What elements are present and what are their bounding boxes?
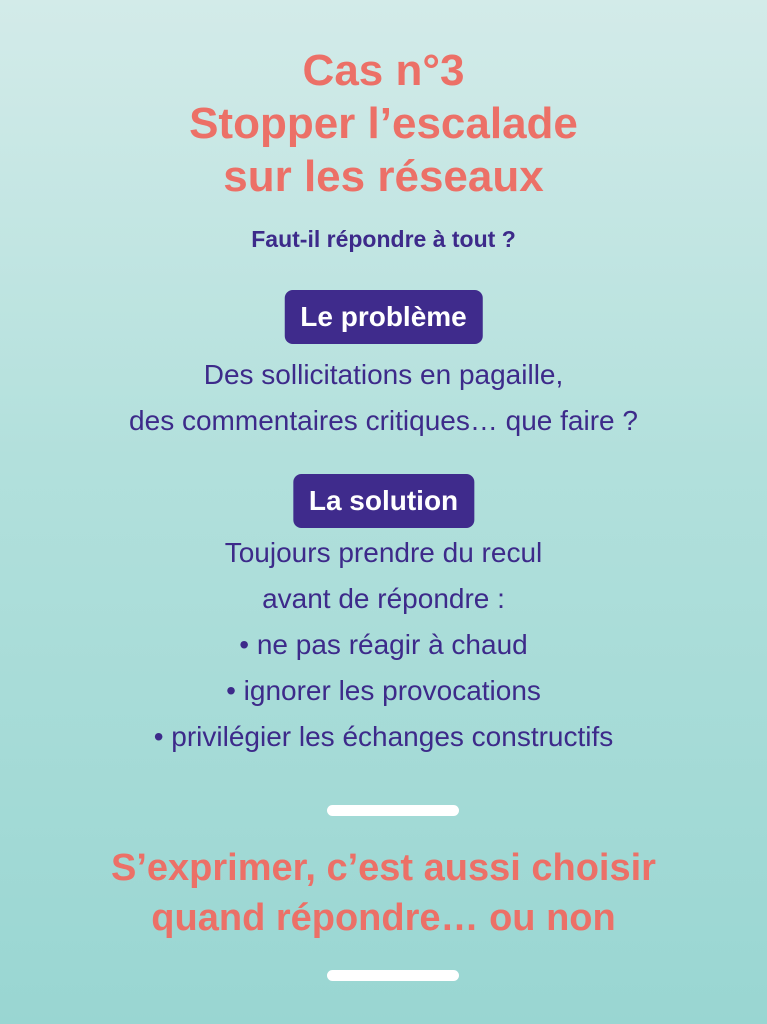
title-line-main: Stopper l’escalade — [189, 99, 578, 148]
tagline — [0, 843, 767, 943]
title-line-sub: sur les réseaux — [223, 152, 544, 201]
title-line-case-number: Cas n°3 — [302, 46, 465, 95]
problem-line: Des sollicitations en pagaille, — [203, 359, 564, 390]
solution-bullet: • ne pas réagir à chaud — [239, 629, 528, 660]
subtitle-question: Faut-il répondre à tout ? — [251, 226, 516, 252]
solution-line: Toujours prendre du recul — [224, 537, 543, 568]
page-title — [0, 44, 767, 203]
problem-line: des commentaires critiques… que faire ? — [129, 405, 638, 436]
problem-description — [0, 352, 767, 444]
solution-badge: La solution — [293, 474, 474, 528]
solution-line: avant de répondre : — [262, 583, 505, 614]
solution-bullet: • ignorer les provocations — [226, 675, 541, 706]
tagline-line: quand répondre… ou non — [151, 897, 616, 939]
tagline-line: S’exprimer, c’est aussi choisir — [111, 847, 656, 889]
divider-bottom — [327, 970, 459, 981]
problem-badge: Le problème — [284, 290, 482, 344]
solution-description — [0, 530, 767, 760]
divider-top — [327, 805, 459, 816]
solution-bullet: • privilégier les échanges constructifs — [153, 721, 614, 752]
